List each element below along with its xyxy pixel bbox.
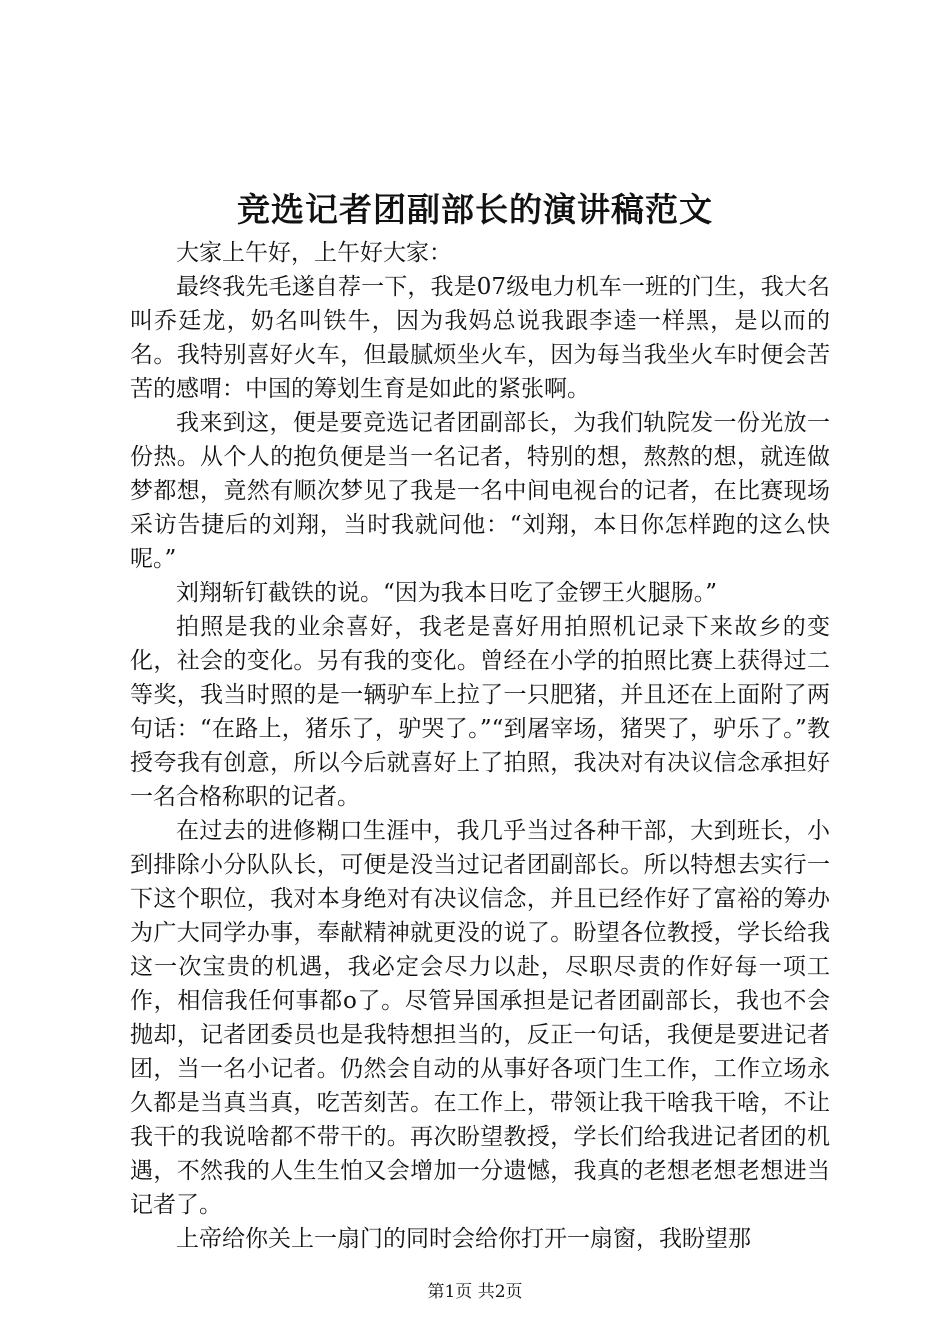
paragraph-motivation: 我来到这，便是要竞选记者团副部长，为我们轨院发一份光放一份热。从个人的抱负便是当一名记者，特别的想，熬熬的想，就连做梦都想，竟然有顺次梦见了我是一名中间电视台的记者，在比赛现场采访告捷后的刘翔，当时我就问他：“刘翔，本日你怎样跑的这么快呢。” [130, 410, 830, 572]
page-title: 竞选记者团副部长的演讲稿范文 [237, 190, 713, 229]
paragraph-experience: 在过去的进修糊口生涯中，我几乎当过各种干部，大到班长，小到排除小分队队长，可便是没当过记者团副部长。所以特想去实行一下这个职位，我对本身绝对有决议信念，并且已经作好了富裕的筹办为广大同学办事，奉献精神就更没的说了。盼望各位教授，学长给我这一次宝贵的机遇，我必定会尽力以赴，尽职尽责的作好每一项工作，相信我任何事都o了。尽管异国承担是记者团副部长，我也不会抛却，记者团委员也是我特想担当的，反正一句话，我便是要进记者团，当一名小记者。仍然会自动的从事好各项门生工作，工作立场永久都是当真当真，吃苦刻苦。在工作上，带领让我干啥我干啥，不让我干的我说啥都不带干的。再次盼望教授，学长们给我进记者团的机遇，不然我的人生生怕又会增加一分遗憾，我真的老想老想老想进当记者了。 [130, 818, 830, 1218]
paragraph-self-introduction: 最终我先毛遂自荐一下，我是07级电力机车一班的门生，我大名叫乔廷龙，奶名叫铁牛，因为我妈总说我跟李逵一样黑，是以而的名。我特别喜好火车，但最腻烦坐火车，因为每当我坐火车时便会苦苦的感喟：中国的筹划生育是如此的紧张啊。 [130, 274, 830, 402]
paragraph-greeting: 大家上午好，上午好大家： [176, 240, 452, 266]
paragraph-liu-xiang-reply: 刘翔斩钉截铁的说。“因为我本日吃了金锣王火腿肠。” [176, 580, 718, 606]
body-text [130, 236, 830, 1256]
page-number-footer: 第1页 共2页 [427, 1282, 523, 1302]
paragraph-photography: 拍照是我的业余喜好，我老是喜好用拍照机记录下来故乡的变化，社会的变化。另有我的变化。曾经在小学的拍照比赛上获得过二等奖，我当时照的是一辆驴车上拉了一只肥猪，并且还在上面附了两句话：“在路上，猪乐了，驴哭了。”“到屠宰场，猪哭了，驴乐了。”教授夸我有创意，所以今后就喜好上了拍照，我决对有决议信念承担好一名合格称职的记者。 [130, 614, 830, 810]
paragraph-closing-partial: 上帝给你关上一扇门的同时会给你打开一扇窗，我盼望那 [176, 1226, 751, 1252]
